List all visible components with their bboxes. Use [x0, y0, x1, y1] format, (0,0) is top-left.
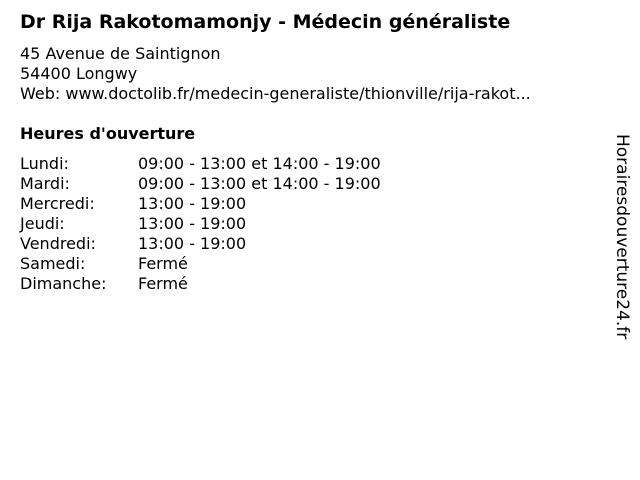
address-city: 54400 Longwy [20, 64, 138, 83]
day-label: Jeudi: [20, 214, 65, 233]
address-block [20, 44, 531, 104]
day-hours: Fermé [138, 274, 188, 293]
day-label: Samedi: [20, 254, 86, 273]
day-hours: 09:00 - 13:00 et 14:00 - 19:00 [138, 154, 381, 173]
hours-row-tuesday [20, 174, 381, 194]
day-label: Lundi: [20, 154, 69, 173]
page-title: Dr Rija Rakotomamonjy - Médecin généraliste [20, 11, 511, 33]
day-hours: Fermé [138, 254, 188, 273]
address-street: 45 Avenue de Saintignon [20, 44, 221, 63]
day-label: Mercredi: [20, 194, 95, 213]
hours-row-saturday [20, 254, 381, 274]
day-hours: 13:00 - 19:00 [138, 194, 247, 213]
hours-row-monday [20, 154, 381, 174]
day-hours: 09:00 - 13:00 et 14:00 - 19:00 [138, 174, 381, 193]
day-hours: 13:00 - 19:00 [138, 234, 247, 253]
day-hours: 13:00 - 19:00 [138, 214, 247, 233]
hours-row-thursday [20, 214, 381, 234]
day-label: Vendredi: [20, 234, 96, 253]
hours-row-friday [20, 234, 381, 254]
day-label: Dimanche: [20, 274, 107, 293]
opening-hours-heading: Heures d'ouverture [20, 124, 196, 143]
day-label: Mardi: [20, 174, 70, 193]
website-line[interactable]: Web: www.doctolib.fr/medecin-generaliste/thionville/rija-rakot... [20, 84, 531, 103]
hours-row-wednesday [20, 194, 381, 214]
site-watermark-text: Horairesdouverture24.fr [612, 134, 632, 340]
site-watermark [612, 134, 632, 374]
opening-hours-table [20, 154, 381, 294]
hours-row-sunday [20, 274, 381, 294]
